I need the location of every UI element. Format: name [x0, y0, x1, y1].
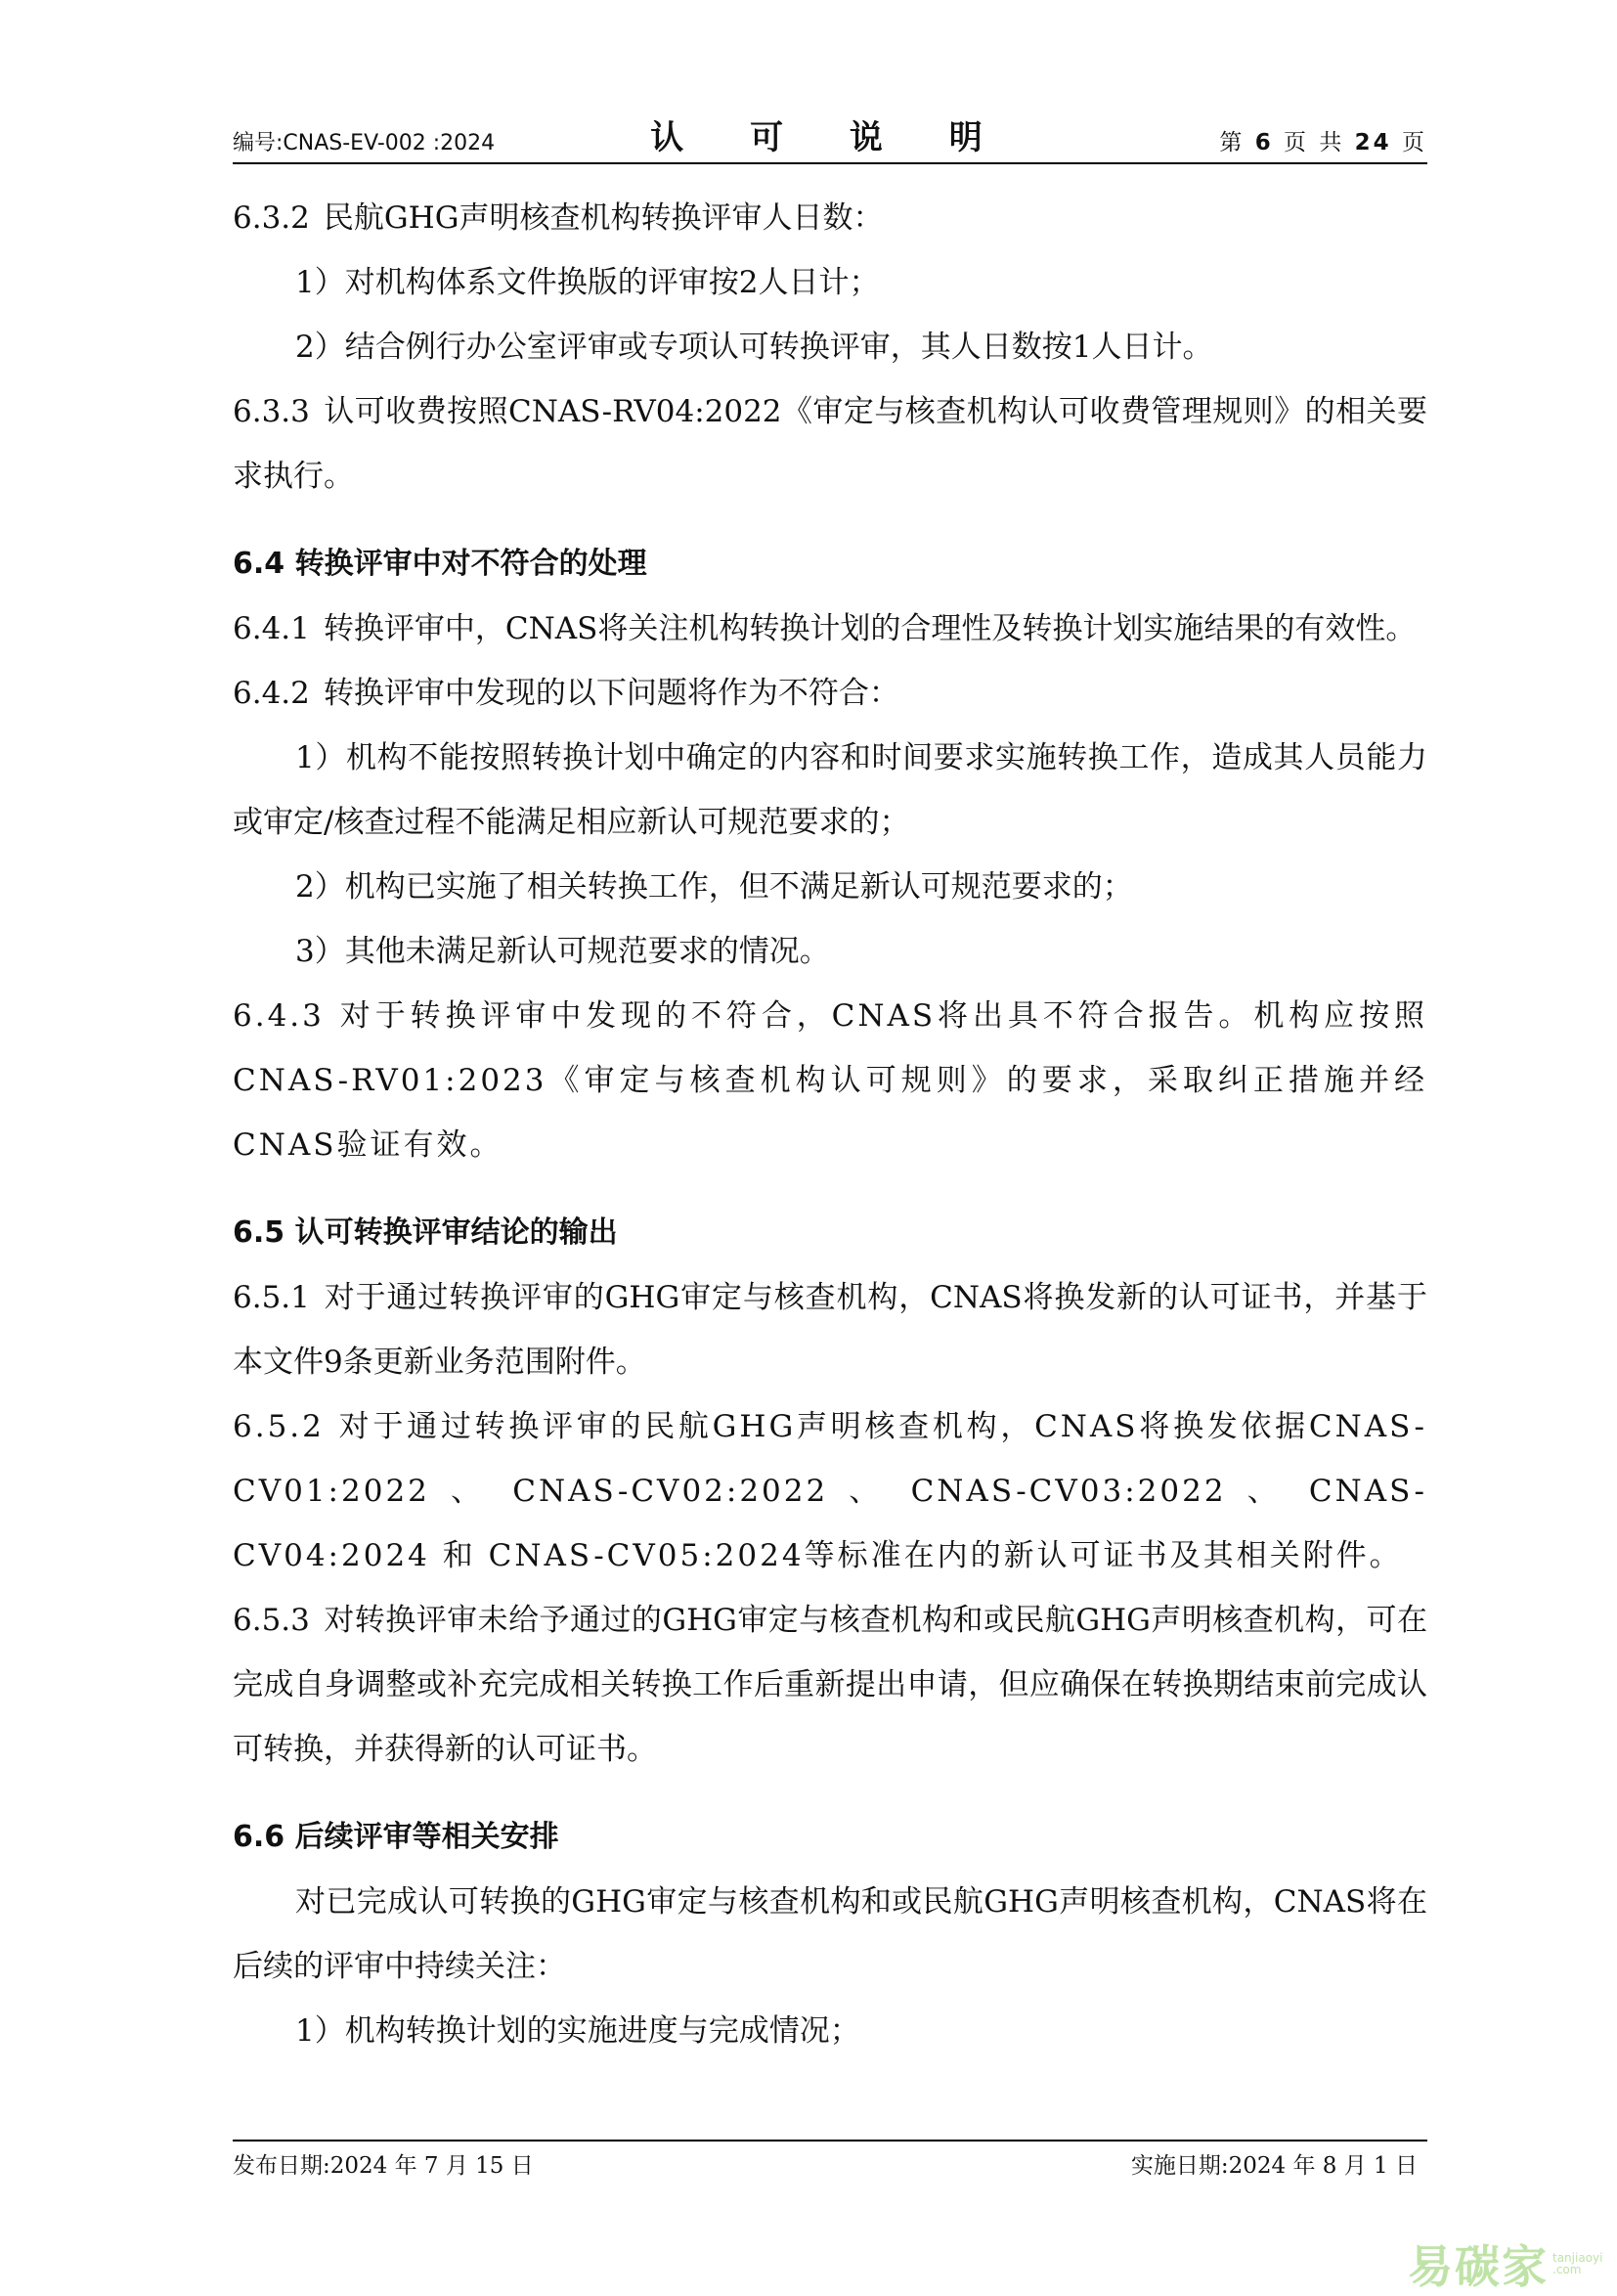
clause-6-4-1: [233, 596, 1427, 661]
list-item: 1）机构转换计划的实施进度与完成情况；: [295, 2013, 860, 2049]
clause-6-4-2: [233, 661, 1427, 726]
clause-6-5-1: [233, 1265, 1427, 1394]
effective-date: 实施日期:2024 年 8 月 1 日: [1130, 2153, 1418, 2179]
clause-6-5-3: [233, 1588, 1427, 1782]
clause-number: 6.4.3: [233, 998, 325, 1034]
section-heading-6-4: 6.4 转换评审中对不符合的处理: [233, 547, 647, 581]
section-heading-6-6: 6.6 后续评审等相关安排: [233, 1820, 559, 1854]
footer-rule: [233, 2140, 1427, 2141]
watermark-domain-name: tanjiaoyi: [1552, 2251, 1603, 2265]
clause-6-3-2: [233, 186, 1427, 250]
clause-6-4-3: [233, 984, 1427, 1177]
clause-text: 转换评审中，CNAS将关注机构转换计划的合理性及转换计划实施结果的有效性。: [323, 611, 1417, 646]
document-body: [233, 186, 1427, 2063]
document-code: 编号:CNAS-EV-002 :2024: [233, 131, 496, 155]
list-item: 3）其他未满足新认可规范要求的情况。: [295, 934, 830, 969]
clause-text: 对于转换评审中发现的不符合，CNAS将出具不符合报告。机构应按照CNAS-RV01:2023《审定与核查机构认可规则》的要求，采取纠正措施并经CNAS验证有效。: [233, 998, 1427, 1163]
list-item: 2）机构已实施了相关转换工作，但不满足新认可规范要求的；: [295, 869, 1133, 905]
clause-text: 民航GHG声明核查机构转换评审人日数：: [323, 200, 884, 236]
header-rule: [233, 162, 1427, 164]
clause-text: 对转换评审未给予通过的GHG审定与核查机构和或民航GHG声明核查机构，可在完成自身调整或补充完成相关转换工作后重新提出申请，但应确保在转换期结束前完成认可转换，并获得新的认可证书。: [233, 1603, 1427, 1767]
issue-date: 发布日期:2024 年 7 月 15 日: [233, 2153, 534, 2179]
clause-6-5-2: [233, 1394, 1427, 1588]
clause-number: 6.5.2: [233, 1409, 325, 1444]
clause-number: 6.4.1: [233, 611, 310, 646]
watermark-logo: [1408, 2231, 1602, 2296]
clause-6-3-3: [233, 379, 1427, 508]
list-item: 1）机构不能按照转换计划中确定的内容和时间要求实施转换工作，造成其人员能力或审定/核查过程不能满足相应新认可规范要求的；: [233, 740, 1427, 840]
page-total: 24: [1354, 130, 1392, 155]
page-suffix: 页: [1402, 130, 1427, 155]
clause-number: 6.4.2: [233, 676, 310, 711]
page-prefix: 第: [1219, 130, 1246, 155]
clause-number: 6.3.2: [233, 200, 310, 236]
clause-text: 对于通过转换评审的GHG审定与核查机构，CNAS将换发新的认可证书，并基于本文件9条更新业务范围附件。: [233, 1280, 1427, 1380]
list-item: 2）结合例行办公室评审或专项认可转换评审，其人日数按1人日计。: [295, 330, 1213, 365]
page-number: [1219, 124, 1427, 156]
watermark-domain: [1552, 2252, 1602, 2275]
clause-number: 6.5.1: [233, 1280, 310, 1315]
clause-text: 转换评审中发现的以下问题将作为不符合：: [323, 676, 899, 711]
document-title: 认 可 说 明: [650, 118, 1010, 157]
clause-number: 6.3.3: [233, 394, 310, 429]
section-heading-6-5: 6.5 认可转换评审结论的输出: [233, 1215, 618, 1250]
clause-number: 6.5.3: [233, 1603, 310, 1638]
watermark-text: 易碳家: [1408, 2240, 1549, 2293]
paragraph-6-6: 对已完成认可转换的GHG审定与核查机构和或民航GHG声明核查机构，CNAS将在后续的评审中持续关注：: [233, 1884, 1427, 1984]
page-current: 6: [1254, 130, 1274, 155]
watermark-domain-suffix: .com: [1552, 2263, 1582, 2276]
list-item: 1）对机构体系文件换版的评审按2人日计；: [295, 265, 880, 300]
page-footer: [233, 2147, 1427, 2181]
page-header: [233, 115, 1427, 164]
clause-text: 认可收费按照CNAS-RV04:2022《审定与核查机构认可收费管理规则》的相关要求执行。: [233, 394, 1427, 494]
page-mid: 页 共: [1284, 130, 1345, 155]
clause-text: 对于通过转换评审的民航GHG声明核查机构，CNAS将换发依据CNAS-CV01:2022 、 CNAS-CV02:2022 、 CNAS-CV03:2022 、 CNAS-CV04:2024 和 CNAS-CV05:2024等标准在内的新认可证书及其相关附件。: [233, 1409, 1427, 1573]
